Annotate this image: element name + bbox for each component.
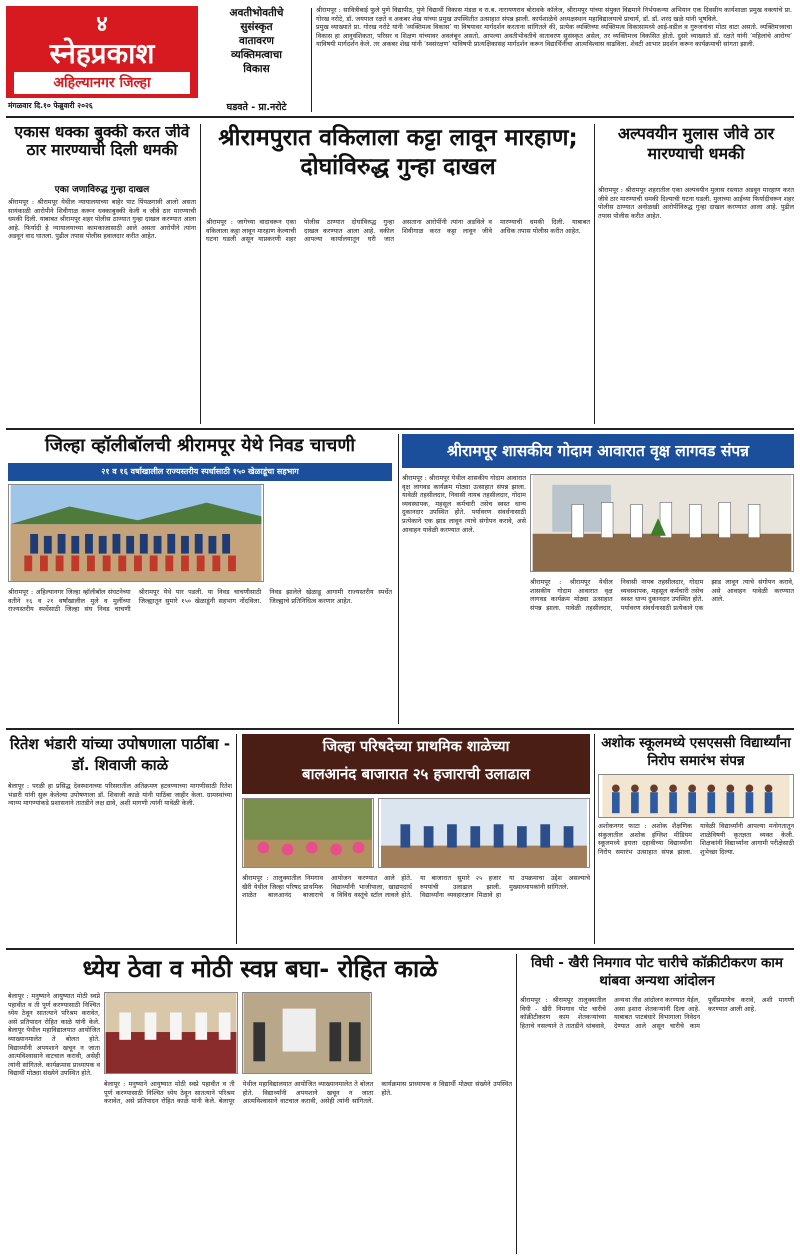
tree-plantation-photo [530, 474, 794, 572]
felicitation-photo [242, 992, 372, 1074]
subheadline-band: २१ व १६ वर्षाखालील राज्यस्तरीय स्पर्धासाठी १५० खेळाडूंचा सहभाग [8, 463, 392, 481]
top-story-body [316, 6, 792, 114]
headline-line: विकास [243, 63, 270, 75]
masthead-logo [6, 6, 198, 98]
headline: ध्येय ठेवा व मोठी स्वप्न बघा- रोहित काळे [82, 955, 438, 983]
paragraph: श्रीरामपूर : सावित्रीबाई फुले पुणे विद्यापीठ, पुणे विद्यार्थी विकास मंडळ व रा.ब. नारायणराव बोरावके कॉलेज, श्रीरामपूर यांच्या संयुक्त विद्यमाने निर्भयकन्या अभियान एक दिवसीय कार्यशाळा प्रमुख वक्त्यांचे प्रा. गोरख नरोटे, डॉ. जयपाल रक्षते व अकबर शेख यांच्या प्रमुख उपस्थितीत उत्साहात संपन्न झाली. कार्यशाळेचे अध्यक्षस्थान महाविद्यालयाचे प्राचार्य, डॉ. डॉ. शरद खळे यांनी भूषविले. [316, 6, 792, 23]
article-body: श्रीरामपूर : श्रीरामपूर तालुक्यातील विघी - खैरी निमगाव पोट चारीचे कॉक्रीटीकरण काम शेतकऱ्यांच्या हिताचे नसल्याने ते तातडीने थांबवावे, अन्यथा तीव्र आंदोलन करण्यात येईल, असा इशारा शेतकऱ्यांनी दिला आहे. याबाबत पाटबंधारे विभागाला निवेदन देण्यात आले असून चारीचे काम पूर्वीप्रमाणेच करावे, अशी मागणी करण्यात आली आहे. [520, 996, 794, 1030]
students-photo [378, 798, 590, 868]
issue-date: मंगळवार दि.१० फेब्रुवारी २०२६ [8, 101, 93, 110]
subheadline: एका जणाविरुद्ध गुन्हा दाखल [54, 185, 150, 195]
article-body: श्रीरामपूर : श्रीरामपूर शहरातील एका अल्पवयीन मुलास रस्त्यात अडवून मारहाण करत जीवे ठार मारण्याची धमकी दिल्याची घटना घडली. मुलाच्या आईच्या फिर्यादीवरून शहर पोलीस ठाण्यात अनोळखी आरोपींविरुद्ध गुन्हा दाखल करण्यात आला आहे. पुढील तपास पोलीस करीत आहेत. [598, 186, 794, 220]
headline-line: वातावरण [239, 35, 274, 47]
article-body: श्रीरामपूर : अहिल्यानगर जिल्हा व्हॉलीबॉल संघटनेच्या वतीने १६ व २१ वर्षांखालील मुले व मुलींच्या राज्यस्तरीय स्पर्धेसाठी जिल्हा संघ निवड चाचणी श्रीरामपूर येथे पार पडली. या निवड चाचणीसाठी जिल्ह्यातून सुमारे १५० खेळाडूंनी सहभाग नोंदविला. निवड झालेले खेळाडू आगामी राज्यस्तरीय स्पर्धेत जिल्ह्याचे प्रतिनिधित्व करणार आहेत. [8, 588, 392, 614]
top-story-byline: घडवते - प्रा.नरोटे [226, 102, 287, 113]
headline: रितेश भंडारी यांच्या उपोषणाला पाठींबा - डॉ. शिवाजी काळे [9, 735, 231, 774]
article-body: श्रीरामपूर : श्रीरामपूर येथील शासकीय गोदाम आवारात वृक्ष लागवड कार्यक्रम मोठ्या उत्साहात संपन्न झाला. यावेळी तहसीलदार, निवासी नायब तहसीलदार, गोदाम व्यवस्थापक, महसूल कर्मचारी तसेच स्वस्त धान्य दुकानदार उपस्थित होते. पर्यावरण संवर्धनासाठी प्रत्येकाने एक झाड लावून त्याचे संगोपन करावे, असे आवाहन यावेळी करण्यात आले. [530, 578, 794, 612]
lecture-photo [104, 992, 238, 1074]
article-body: श्रीरामपूर : श्रीरामपूर येथील शासकीय गोदाम आवारात वृक्ष लागवड कार्यक्रम मोठ्या उत्साहात संपन्न झाला. यावेळी तहसीलदार, निवासी नायब तहसीलदार, गोदाम व्यवस्थापक, महसूल कर्मचारी तसेच स्वस्त धान्य दुकानदार उपस्थित होते. पर्यावरण संवर्धनासाठी प्रत्येकाने एक झाड लावून त्याचे संगोपन करावे, असे आवाहन यावेळी करण्यात आले. [402, 474, 526, 534]
headline: विघी - खैरी निमगाव पोट चारीचे कॉक्रीटीकरण काम थांबवा अन्यथा आंदोलन [531, 955, 783, 989]
article-body: श्रीरामपूर : श्रीरामपूर येथील न्यायालयाच्या बाहेर पाट पिंपळगावी आलो असता सायंकाळी आरोपीने शिवीगाळ करून धक्काबुक्की केली व जीवे ठार मारण्याची धमकी दिली. याबाबत श्रीरामपूर शहर पोलीस ठाण्यात गुन्हा दाखल करण्यात आला आहे. फिर्यादी हे न्यायालयाच्या कामकाजासाठी आले असता आरोपीने त्यांना अडवून वाद घातला. पुढील तपास पोलीस हवालदार करीत आहेत. [8, 198, 196, 241]
article-body: श्रीरामपूर : तालुक्यातील निमगाव खैरी येथील जिल्हा परिषद प्राथमिक शाळेत बालआनंद बाजाराचे आयोजन करण्यात आले होते. विद्यार्थ्यांनी भाजीपाला, खाद्यपदार्थ व विविध वस्तूंचे स्टॉल लावले होते. या बाजारात सुमारे २५ हजार रुपयांची उलाढाल झाली. विद्यार्थ्यांना व्यवहारज्ञान मिळावे हा या उपक्रमाचा उद्देश असल्याचे मुख्याध्यापकांनी सांगितले. [242, 874, 590, 900]
masthead-title: स्नेहप्रकाश [49, 37, 155, 70]
article-body: बेलापूर : परळी हा प्रसिद्ध देवस्थानाच्या परिसरातील अतिक्रमण हटवण्याच्या मागणीसाठी रितेश भंडारी यांनी सुरू केलेल्या उपोषणाला डॉ. शिवाजी काळे यांनी पाठिंबा जाहीर केला. ग्रामस्थांच्या न्याय्य मागण्यांकडे प्रशासनाने तातडीने लक्ष द्यावे, अशी मागणी त्यांनी यावेळी केली. [8, 782, 232, 808]
paragraph: प्रमुख व्याख्याते प्रा. गोरख नरोटे यांनी ‘व्यक्तिमत्व विकास’ या विषयावर मार्गदर्शन करताना सांगितले की, प्रत्येक व्यक्तिच्या व्यक्तिमत्व विकासामध्ये आई-वडील व गुरुजनांचा मोठा वाटा असतो. व्यक्तिमत्त्वाचा विकास हा आनुवंशिकता, परिसर व शिक्षण यांच्यावर अवलंबून असतो. आपल्या अवतीभोवतीचे वातावरण सुसंस्कृत असेल, तर व्यक्तिमत्त्व विकसित होतो. दुसरे व्याख्याते डॉ. रक्षते यांनी ‘महिलांचे आरोग्य’ याविषयी मार्गदर्शन केले. तर अकबर शेख यांनी ‘स्वसंरक्षण’ याविषयी प्रात्यक्षिकासह मार्गदर्शन करून विद्यार्थिनींचा आत्मविश्वास वाढविला. शेवटी आभार प्रदर्शन करून कार्यक्रमाची सांगता झाली. [316, 23, 792, 49]
headline-line: सुसंस्कृत [240, 21, 273, 33]
bazaar-photo [242, 798, 374, 868]
headline-line: अवतीभोवतीचे [229, 7, 284, 19]
headline: अल्पवयीन मुलास जीवे ठार मारण्याची धमकी [617, 124, 775, 163]
article-body: अशोकनगर फाटा : अशोक शैक्षणिक संकुलातील अशोक इंग्लिश मीडियम स्कूलमध्ये इयत्ता दहावीच्या विद्यार्थ्यांना निरोप समारंभ उत्साहात संपन्न झाला. यावेळी विद्यार्थ्यांनी आपल्या मनोगतातून शाळेविषयी कृतज्ञता व्यक्त केली. शिक्षकांनी विद्यार्थ्यांना आगामी परीक्षेसाठी शुभेच्छा दिल्या. [598, 822, 794, 856]
headline-line: व्यक्तिमत्वाचा [230, 49, 283, 61]
article-body: बेलापूर : मनुष्याने आयुष्यात मोठी स्वप्ने पहावीत व ती पूर्ण करण्यासाठी निश्चित ध्येय ठेवून सातत्याने परिश्रम करावेत, असे प्रतिपादन रोहित काळे यांनी केले. बेलापूर येथील महाविद्यालयात आयोजित व्याख्यानमालेत ते बोलत होते. विद्यार्थ्यांनी अपयशाने खचून न जाता आत्मविश्वासाने वाटचाल करावी, असेही त्यांनी सांगितले. कार्यक्रमास प्राध्यापक व विद्यार्थी मोठ्या संख्येने उपस्थित होते. [104, 1080, 512, 1106]
article-body: बेलापूर : मनुष्याने आयुष्यात मोठी स्वप्ने पहावीत व ती पूर्ण करण्यासाठी निश्चित ध्येय ठेवून सातत्याने परिश्रम करावेत, असे प्रतिपादन रोहित काळे यांनी केले. बेलापूर येथील महाविद्यालयात आयोजित व्याख्यानमालेत ते बोलत होते. विद्यार्थ्यांनी अपयशाने खचून न जाता आत्मविश्वासाने वाटचाल करावी, असेही त्यांनी सांगितले. कार्यक्रमास प्राध्यापक व विद्यार्थी मोठ्या संख्येने उपस्थित होते. [8, 992, 100, 1078]
top-story-headline [205, 6, 308, 98]
balanand-headline-box [242, 734, 590, 794]
headline: श्रीरामपुरात वकिलाला कट्टा लावून मारहाण; दोघांविरुद्ध गुन्हा दाखल [218, 125, 578, 180]
headline-line: जिल्हा परिषदेच्या प्राथमिक शाळेच्या [322, 739, 510, 755]
masthead-subtitle: अहिल्यानगर जिल्हा [14, 72, 190, 94]
headline-band: श्रीरामपूर शासकीय गोदाम आवारात वृक्ष लागवड संपन्न [402, 434, 794, 468]
page-number: ४ [96, 12, 108, 37]
headline: जिल्हा व्हॉलीबॉलची श्रीरामपूर येथे निवड चाचणी [44, 435, 356, 456]
headline: अशोक स्कूलमध्ये एसएससी विद्यार्थ्यांना निरोप समारंभ संपन्न [601, 735, 791, 769]
article-body: श्रीरामपूर : जागेच्या वादावरून एका वकिलाला कट्टा लावून मारहाण केल्याची घटना घडली असून याप्रकरणी शहर पोलीस ठाण्यात दोघांविरुद्ध गुन्हा दाखल करण्यात आला आहे. वकील आपल्या कार्यालयातून घरी जात असताना आरोपींनी त्यांना अडविले व शिवीगाळ करत कट्टा लावून जीवे मारण्याची धमकी दिली. याबाबत अधिक तपास पोलीस करीत आहेत. [206, 218, 590, 244]
headline: एकास धक्का बुक्की करत जीवे ठार मारण्याची दिली धमकी [14, 124, 190, 159]
farewell-photo [598, 774, 794, 818]
headline-line: बालआनंद बाजारात २५ हजाराची उलाढाल [302, 765, 530, 783]
volleyball-team-photo [8, 484, 264, 582]
